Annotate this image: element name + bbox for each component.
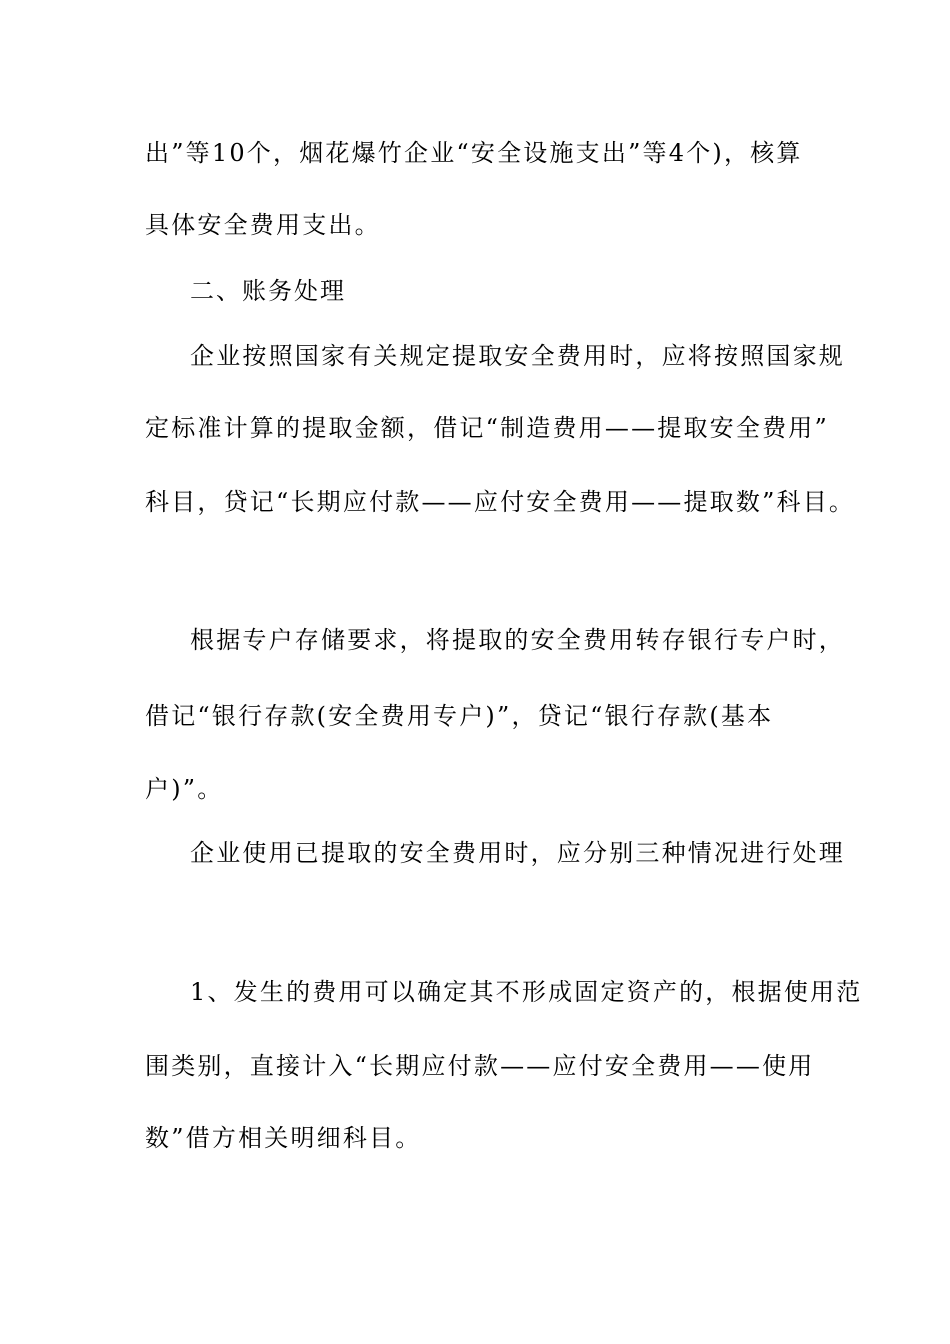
paragraph-line-7: 借记“银行存款(安全费用专户)”，贷记“银行存款(基本 (145, 702, 774, 730)
paragraph-line-9: 企业使用已提取的安全费用时，应分别三种情况进行处理 (190, 839, 845, 867)
paragraph-line-2: 具体安全费用支出。 (145, 211, 381, 239)
paragraph-line-12: 数”借方相关明细科目。 (145, 1124, 422, 1152)
paragraph-line-10: 1、发生的费用可以确定其不形成固定资产的，根据使用范 (190, 978, 863, 1006)
paragraph-line-5: 科目，贷记“长期应付款——应付安全费用——提取数”科目。 (145, 488, 856, 516)
paragraph-line-8: 户)”。 (145, 775, 224, 803)
section-heading-accounting: 二、账务处理 (190, 277, 346, 305)
paragraph-line-3: 企业按照国家有关规定提取安全费用时，应将按照国家规 (190, 342, 845, 370)
paragraph-line-11: 围类别，直接计入“长期应付款——应付安全费用——使用 (145, 1052, 815, 1080)
paragraph-line-1: 出”等10个，烟花爆竹企业“安全设施支出”等4个)，核算 (145, 139, 803, 167)
paragraph-line-4: 定标准计算的提取金额，借记“制造费用——提取安全费用” (145, 414, 829, 442)
paragraph-line-6: 根据专户存储要求，将提取的安全费用转存银行专户时， (190, 626, 845, 654)
